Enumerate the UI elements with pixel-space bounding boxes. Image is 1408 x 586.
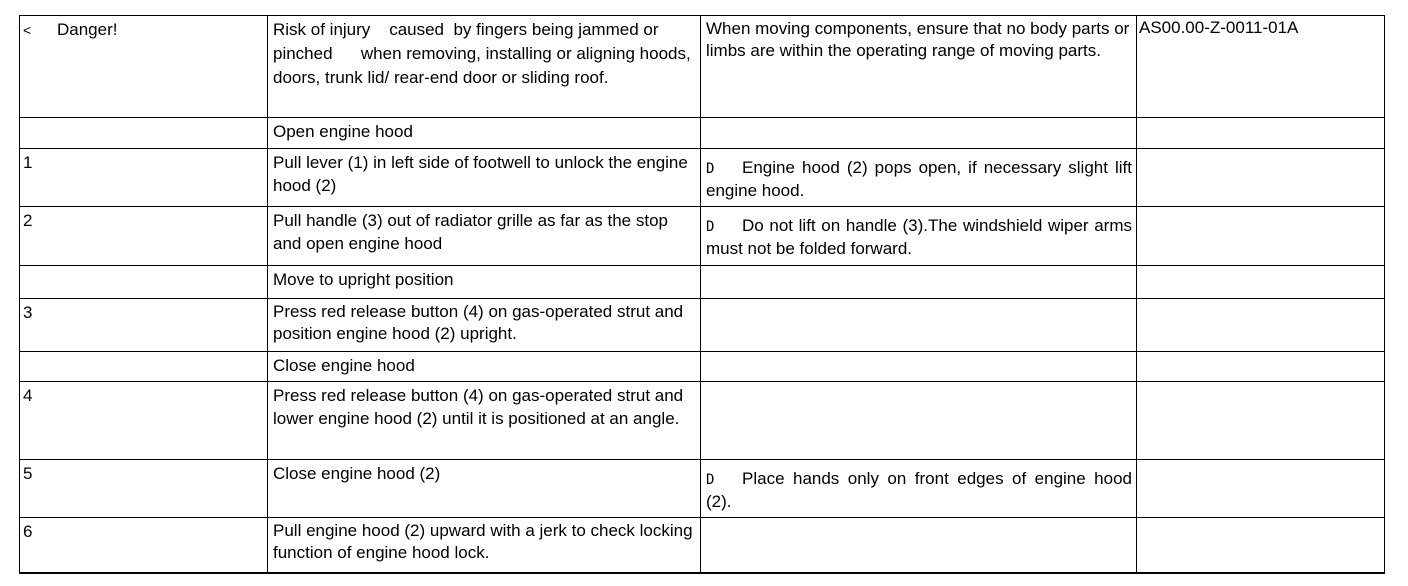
- danger-risk: Risk of injury caused by fingers being jammed or pinched when removing, installing or aligning hoods, doors, trunk lid/ rear-end door or sliding roof.: [268, 16, 701, 118]
- danger-symbol: <: [23, 22, 32, 38]
- step-text: Pull handle (3) out of radiator grille as far as the stop and open engine hood: [268, 207, 701, 266]
- step-text: Press red release button (4) on gas-operated strut and lower engine hood (2) until it is positioned at an angle.: [268, 382, 701, 460]
- note-cell: [701, 382, 1137, 460]
- procedure-table: [19, 15, 1385, 574]
- step-number: 4: [20, 382, 268, 460]
- note-cell: [701, 460, 1137, 518]
- note-cell: [701, 299, 1137, 352]
- table-row: [20, 266, 1385, 299]
- table-row: [20, 382, 1385, 460]
- reference-cell: [1137, 518, 1385, 573]
- danger-row: [20, 16, 1385, 118]
- step-number: [20, 266, 268, 299]
- step-number: [20, 352, 268, 382]
- table-row: [20, 352, 1385, 382]
- note-text: Do not lift on handle (3).The windshield wiper arms must not be folded forward.: [706, 216, 1132, 258]
- table-row: [20, 118, 1385, 149]
- note-cell: [701, 352, 1137, 382]
- table-row: [20, 207, 1385, 266]
- danger-measure: When moving components, ensure that no body parts or limbs are within the operating range of moving parts.: [701, 16, 1137, 118]
- section-heading: Move to upright position: [268, 266, 701, 299]
- danger-label: Danger!: [57, 20, 118, 39]
- note-cell: [701, 207, 1137, 266]
- reference-cell: [1137, 382, 1385, 460]
- step-number: 6: [20, 518, 268, 573]
- danger-cell: [20, 16, 268, 118]
- reference-cell: [1137, 266, 1385, 299]
- note-cell: [701, 266, 1137, 299]
- danger-reference: AS00.00-Z-0011-01A: [1137, 16, 1385, 118]
- step-number: 1: [20, 149, 268, 207]
- section-heading: Open engine hood: [268, 118, 701, 149]
- note-text: Engine hood (2) pops open, if necessary slight lift engine hood.: [706, 158, 1132, 200]
- note-marker-icon: D: [706, 161, 715, 177]
- step-number: 3: [20, 299, 268, 352]
- note-text: Place hands only on front edges of engine hood (2).: [706, 469, 1132, 511]
- step-number: 2: [20, 207, 268, 266]
- reference-cell: [1137, 149, 1385, 207]
- step-text: Pull engine hood (2) upward with a jerk to check locking function of engine hood lock.: [268, 518, 701, 573]
- step-text: Close engine hood (2): [268, 460, 701, 518]
- table-row: [20, 460, 1385, 518]
- reference-cell: [1137, 299, 1385, 352]
- table-row: [20, 149, 1385, 207]
- step-text: Press red release button (4) on gas-operated strut and position engine hood (2) upright.: [268, 299, 701, 352]
- note-cell: [701, 149, 1137, 207]
- note-cell: [701, 118, 1137, 149]
- reference-cell: [1137, 352, 1385, 382]
- table-row: [20, 299, 1385, 352]
- note-cell: [701, 518, 1137, 573]
- reference-cell: [1137, 460, 1385, 518]
- note-marker-icon: D: [706, 219, 715, 235]
- reference-cell: [1137, 207, 1385, 266]
- step-number: [20, 118, 268, 149]
- note-marker-icon: D: [706, 472, 715, 488]
- step-number: 5: [20, 460, 268, 518]
- section-heading: Close engine hood: [268, 352, 701, 382]
- reference-cell: [1137, 118, 1385, 149]
- table-row: [20, 518, 1385, 573]
- step-text: Pull lever (1) in left side of footwell to unlock the engine hood (2): [268, 149, 701, 207]
